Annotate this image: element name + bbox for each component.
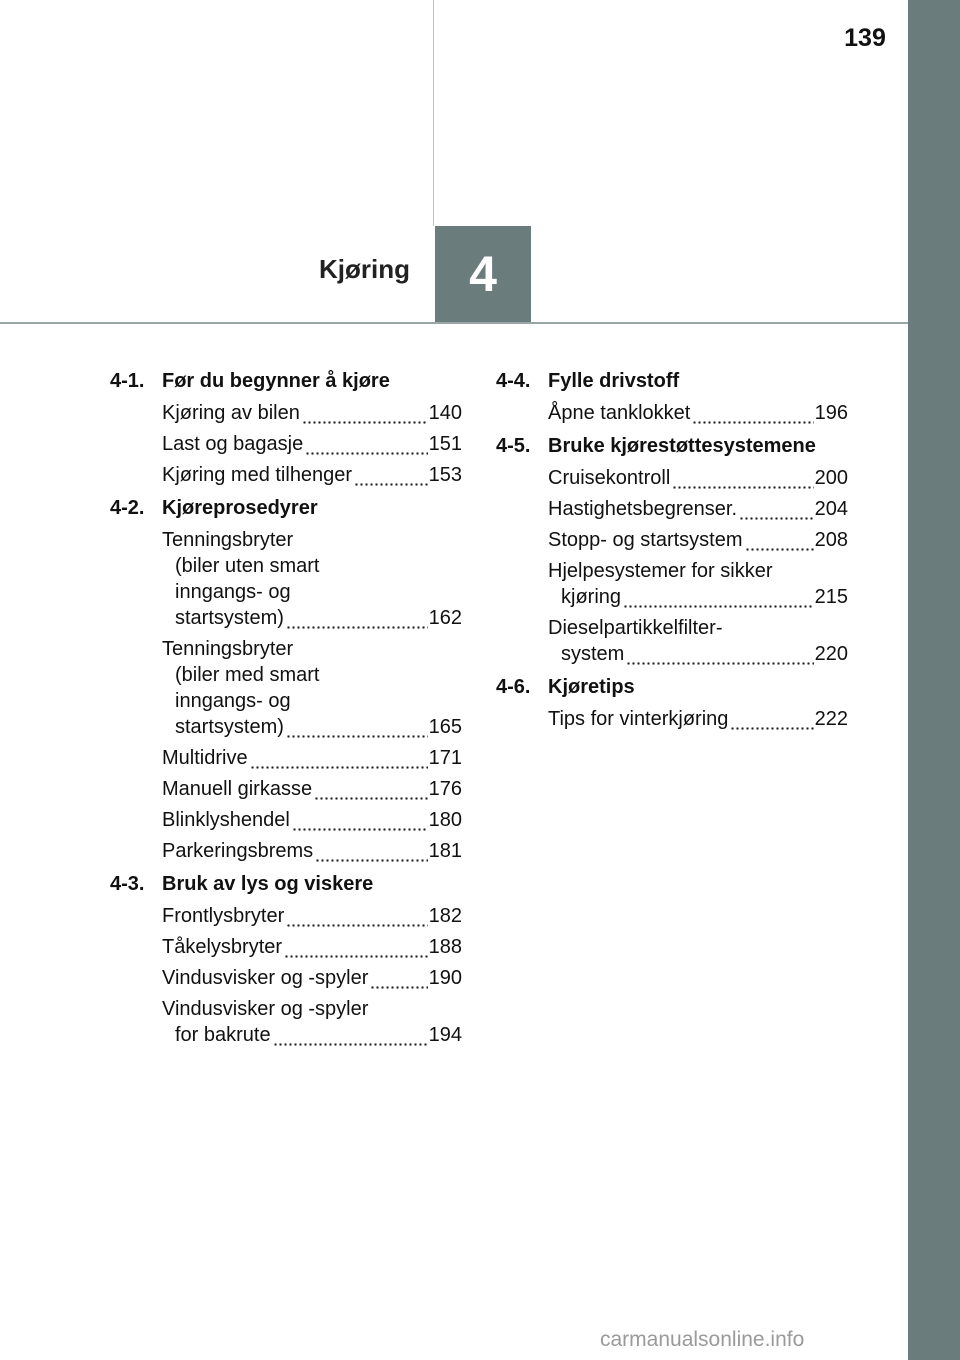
- toc-entry-title: Frontlysbryter: [162, 905, 285, 927]
- toc-entry-last-line: [162, 714, 462, 740]
- toc-entry[interactable]: [162, 838, 462, 864]
- toc-section: [496, 674, 848, 732]
- dot-leader: [286, 605, 428, 631]
- toc-entry-title: kjøring: [561, 586, 622, 608]
- toc-entry-page: 220: [814, 643, 848, 665]
- toc-entry[interactable]: [548, 558, 848, 610]
- chapter-number-box: 4: [435, 226, 531, 322]
- toc-entry-page: 208: [814, 529, 848, 551]
- toc-entry[interactable]: [162, 934, 462, 960]
- toc-entry-title: startsystem): [175, 607, 284, 629]
- section-title[interactable]: Kjøretips: [548, 676, 635, 698]
- toc-section: [110, 871, 462, 1048]
- toc-entry-last-line: [548, 584, 848, 610]
- dot-leader: [286, 714, 428, 740]
- toc-entry-title: for bakrute: [175, 1024, 271, 1046]
- toc-section: [496, 433, 848, 667]
- toc-entry-line: Tenningsbryter: [162, 638, 294, 660]
- section-heading: [110, 871, 462, 897]
- header-divider-vertical: [433, 0, 434, 226]
- toc-entry-title: Hastighetsbegrenser.: [548, 498, 738, 520]
- section-title[interactable]: Før du begynner å kjøre: [162, 370, 390, 392]
- toc-entry[interactable]: [548, 496, 848, 522]
- section-number: 4-3.: [110, 873, 145, 895]
- toc-entry[interactable]: [548, 465, 848, 491]
- toc-entry-title: Last og bagasje: [162, 433, 304, 455]
- section-title[interactable]: Bruk av lys og viskere: [162, 873, 374, 895]
- toc-entry-title: Stopp- og startsystem: [548, 529, 743, 551]
- toc-entry-title: Vindusvisker og -spyler: [162, 967, 369, 989]
- toc-entry-last-line: [162, 431, 462, 457]
- section-title[interactable]: Bruke kjørestøttesystemene: [548, 435, 816, 457]
- dot-leader: [692, 400, 813, 426]
- toc-entry-page: 140: [428, 402, 462, 424]
- toc-entry-title: Tips for vinterkjøring: [548, 708, 729, 730]
- dot-leader: [250, 745, 428, 771]
- toc-entry-line: (biler med smart: [175, 664, 320, 686]
- toc-entry[interactable]: [162, 776, 462, 802]
- dot-leader: [302, 400, 428, 426]
- toc-entry-last-line: [548, 465, 848, 491]
- dot-leader: [314, 776, 428, 802]
- toc-entry[interactable]: [162, 807, 462, 833]
- toc-entry[interactable]: [162, 996, 462, 1048]
- toc-entry-page: 171: [428, 747, 462, 769]
- dot-leader: [370, 965, 427, 991]
- toc-entry[interactable]: [162, 462, 462, 488]
- toc-entry-last-line: [162, 400, 462, 426]
- toc-right-column: [496, 368, 848, 739]
- toc-entry[interactable]: [548, 400, 848, 426]
- dot-leader: [292, 807, 428, 833]
- toc-entry-title: Cruisekontroll: [548, 467, 671, 489]
- toc-entry-page: 165: [428, 716, 462, 738]
- toc-entry[interactable]: [162, 431, 462, 457]
- toc-section: [110, 495, 462, 864]
- section-title[interactable]: Kjøreprosedyrer: [162, 497, 318, 519]
- toc-entry-last-line: [162, 605, 462, 631]
- toc-entry-last-line: [548, 527, 848, 553]
- toc-entry-last-line: [548, 496, 848, 522]
- toc-entry-last-line: [548, 400, 848, 426]
- toc-entry-title: Tåkelysbryter: [162, 936, 283, 958]
- dot-leader: [745, 527, 814, 553]
- toc-entry-page: 200: [814, 467, 848, 489]
- watermark: carmanualsonline.info: [600, 1328, 805, 1351]
- dot-leader: [623, 584, 814, 610]
- section-number: 4-2.: [110, 497, 145, 519]
- section-number: 4-4.: [496, 370, 531, 392]
- toc-entry-page: 204: [814, 498, 848, 520]
- toc-entry-line: (biler uten smart: [175, 555, 320, 577]
- toc-entry-page: 188: [428, 936, 462, 958]
- toc-entry-line: inngangs- og: [175, 690, 291, 712]
- toc-entry[interactable]: [548, 527, 848, 553]
- toc-entry-title: startsystem): [175, 716, 284, 738]
- page-number: 139: [844, 24, 886, 52]
- dot-leader: [273, 1022, 428, 1048]
- section-heading: [496, 368, 848, 394]
- dot-leader: [354, 462, 428, 488]
- toc-entry-last-line: [162, 776, 462, 802]
- dot-leader: [284, 934, 428, 960]
- toc-entry-page: 182: [428, 905, 462, 927]
- toc-entry[interactable]: [162, 903, 462, 929]
- toc-entry-line: Tenningsbryter: [162, 529, 294, 551]
- toc-entry-last-line: [162, 838, 462, 864]
- toc-section: [110, 368, 462, 488]
- toc-entry-last-line: [162, 1022, 462, 1048]
- toc-entry-title: Kjøring med tilhenger: [162, 464, 353, 486]
- toc-entry[interactable]: [162, 965, 462, 991]
- toc-entry[interactable]: [162, 745, 462, 771]
- toc-entry-title: Manuell girkasse: [162, 778, 313, 800]
- toc-entry-line: Hjelpesystemer for sikker: [548, 560, 773, 582]
- toc-entry-page: 176: [428, 778, 462, 800]
- toc-entry-page: 190: [428, 967, 462, 989]
- toc-entry-page: 194: [428, 1024, 462, 1046]
- chapter-title: Kjøring: [319, 254, 410, 284]
- toc-entry-page: 162: [428, 607, 462, 629]
- toc-entry-page: 153: [428, 464, 462, 486]
- toc-entry-last-line: [162, 903, 462, 929]
- toc-left-column: [110, 368, 462, 1055]
- toc-entry-title: Multidrive: [162, 747, 248, 769]
- section-title[interactable]: Fylle drivstoff: [548, 370, 680, 392]
- toc-entry-last-line: [162, 934, 462, 960]
- toc-entry-page: 215: [814, 586, 848, 608]
- toc-entry-last-line: [162, 462, 462, 488]
- dot-leader: [626, 641, 813, 667]
- dot-leader: [672, 465, 813, 491]
- toc-entry[interactable]: [548, 706, 848, 732]
- toc-entry-title: Blinklyshendel: [162, 809, 290, 831]
- toc-entry[interactable]: [162, 400, 462, 426]
- toc-entry-line: Dieselpartikkelfilter-: [548, 617, 723, 639]
- section-number: 4-6.: [496, 676, 531, 698]
- toc-entry-page: 151: [428, 433, 462, 455]
- dot-leader: [315, 838, 427, 864]
- toc-entry-page: 181: [428, 840, 462, 862]
- section-number: 4-5.: [496, 435, 531, 457]
- toc-entry-last-line: [548, 706, 848, 732]
- toc-section: [496, 368, 848, 426]
- dot-leader: [739, 496, 814, 522]
- toc-entry-title: Kjøring av bilen: [162, 402, 300, 424]
- dot-leader: [305, 431, 427, 457]
- section-heading: [496, 433, 848, 459]
- toc-entry-title: system: [561, 643, 625, 665]
- toc-entry-line: Vindusvisker og -spyler: [162, 998, 369, 1020]
- toc-entry-line: inngangs- og: [175, 581, 291, 603]
- toc-entry-last-line: [548, 641, 848, 667]
- dot-leader: [730, 706, 813, 732]
- toc-entry-page: 222: [814, 708, 848, 730]
- toc-entry-last-line: [162, 965, 462, 991]
- toc-entry-title: Åpne tanklokket: [548, 402, 691, 424]
- toc-entry-last-line: [162, 745, 462, 771]
- toc-entry-title: Parkeringsbrems: [162, 840, 314, 862]
- section-heading: [110, 368, 462, 394]
- dot-leader: [286, 903, 427, 929]
- toc-entry-page: 196: [814, 402, 848, 424]
- toc-entry-page: 180: [428, 809, 462, 831]
- section-number: 4-1.: [110, 370, 145, 392]
- chapter-sidebar: [908, 0, 960, 1360]
- section-heading: [496, 674, 848, 700]
- toc-entry[interactable]: [162, 527, 462, 631]
- toc-entry[interactable]: [548, 615, 848, 667]
- toc-entry[interactable]: [162, 636, 462, 740]
- section-heading: [110, 495, 462, 521]
- header-divider-horizontal: [0, 322, 908, 324]
- toc-entry-last-line: [162, 807, 462, 833]
